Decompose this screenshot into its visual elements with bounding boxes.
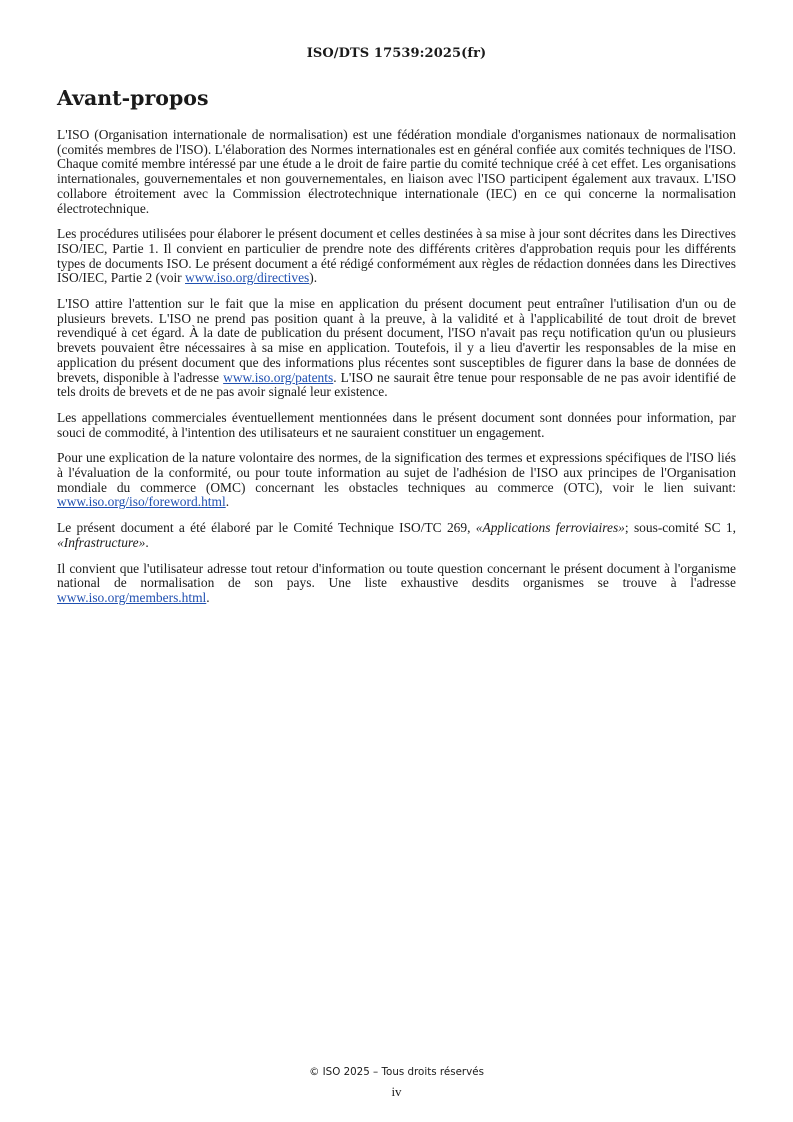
patents-link[interactable]: www.iso.org/patents (223, 369, 334, 385)
members-link[interactable]: www.iso.org/members.html (57, 589, 207, 605)
paragraph-procedures (57, 227, 736, 286)
paragraph-voluntary-nature-end: . (225, 494, 230, 510)
page-number: iv (391, 1084, 402, 1099)
paragraph-patents (57, 297, 736, 400)
page-title: Avant-propos (57, 86, 209, 110)
foreword-body (57, 128, 736, 617)
paragraph-iso-description: L'ISO (Organisation internationale de normalisation) est une fédération mondiale d'organismes nationaux de normalisation (comités membres de l'ISO). L'élaboration des Normes internationales est en général confiée aux comités techniques de l'ISO. Chaque comité membre intéressé par une étude a le droit de faire partie du comité technique créé à cet effet. Les organisations internationales, gouvernementales et non gouvernementales, en liaison avec l'ISO participent également aux travaux. L'ISO collabore étroitement avec la Commission électrotechnique internationale (IEC) en ce qui concerne la normalisation électrotechnique. (57, 127, 736, 216)
paragraph-committee-mid: ; sous-comité SC 1, (624, 520, 736, 536)
paragraph-feedback-end: . (206, 589, 210, 605)
paragraph-voluntary-nature (57, 451, 736, 510)
paragraph-feedback (57, 562, 736, 606)
paragraph-procedures-text: Les procédures utilisées pour élaborer le présent document et celles destinées à sa mise à jour sont décrites dans les Directives ISO/IEC, Partie 1. Il convient en particulier de prendre note des différents critères d'approbation requis pour les différents types de documents ISO. Le présent document a été rédigé conformément aux règles de rédaction données dans les Directives ISO/IEC, Partie 2 (voir (57, 226, 736, 286)
paragraph-committee-end: . (145, 534, 149, 550)
directives-link[interactable]: www.iso.org/directives (185, 270, 310, 286)
paragraph-committee-text: Le présent document a été élaboré par le Comité Technique ISO/TC 269, (57, 520, 476, 536)
paragraph-feedback-text: Il convient que l'utilisateur adresse tout retour d'information ou toute question concernant le présent document à l'organisme national de normalisation de son pays. Une liste exhaustive desdits organismes se trouve à l'adresse (57, 560, 736, 591)
paragraph-committee (57, 521, 736, 550)
paragraph-patents-text: L'ISO attire l'attention sur le fait que la mise en application du présent document peut entraîner l'utilisation d'un ou de plusieurs brevets. L'ISO ne prend pas position quant à la preuve, à la validité et à l'applicabilité de tout droit de brevet revendiqué à cet égard. À la date de publication du présent document, l'ISO n'avait pas reçu notification qu'un ou plusieurs brevets pouvaient être nécessaires à sa mise en application. Toutefois, il y a lieu d'avertir les responsables de la mise en application du présent document que des informations plus récentes sont susceptibles de figurer dans la base de données de brevets, disponible à l'adresse (57, 296, 736, 385)
document-identifier: ISO/DTS 17539:2025(fr) (306, 46, 487, 61)
paragraph-voluntary-nature-text: Pour une explication de la nature volontaire des normes, de la signification des termes et expressions spécifiques de l'ISO liés à l'évaluation de la conformité, ou pour toute information au sujet de l'adhésion de l'ISO aux principes de l'Organisation mondiale du commerce (OMC) concernant les obstacles techniques au commerce (OTC), voir le lien suivant: (57, 450, 736, 495)
paragraph-trade-names: Les appellations commerciales éventuellement mentionnées dans le présent document sont données pour information, par souci de commodité, à l'intention des utilisateurs et ne sauraient constituer un engagement. (57, 409, 736, 440)
committee-title: «Applications ferroviaires» (475, 520, 625, 536)
subcommittee-title: «Infrastructure» (57, 534, 146, 550)
copyright-notice: © ISO 2025 – Tous droits réservés (309, 1066, 484, 1078)
paragraph-procedures-end: ). (309, 270, 318, 286)
paragraph-patents-end: . L'ISO ne saurait être tenue pour responsable de ne pas avoir identifié de tels droits de brevets et de ne pas avoir signalé leur existence. (57, 369, 736, 400)
foreword-link[interactable]: www.iso.org/iso/foreword.html (57, 494, 226, 510)
